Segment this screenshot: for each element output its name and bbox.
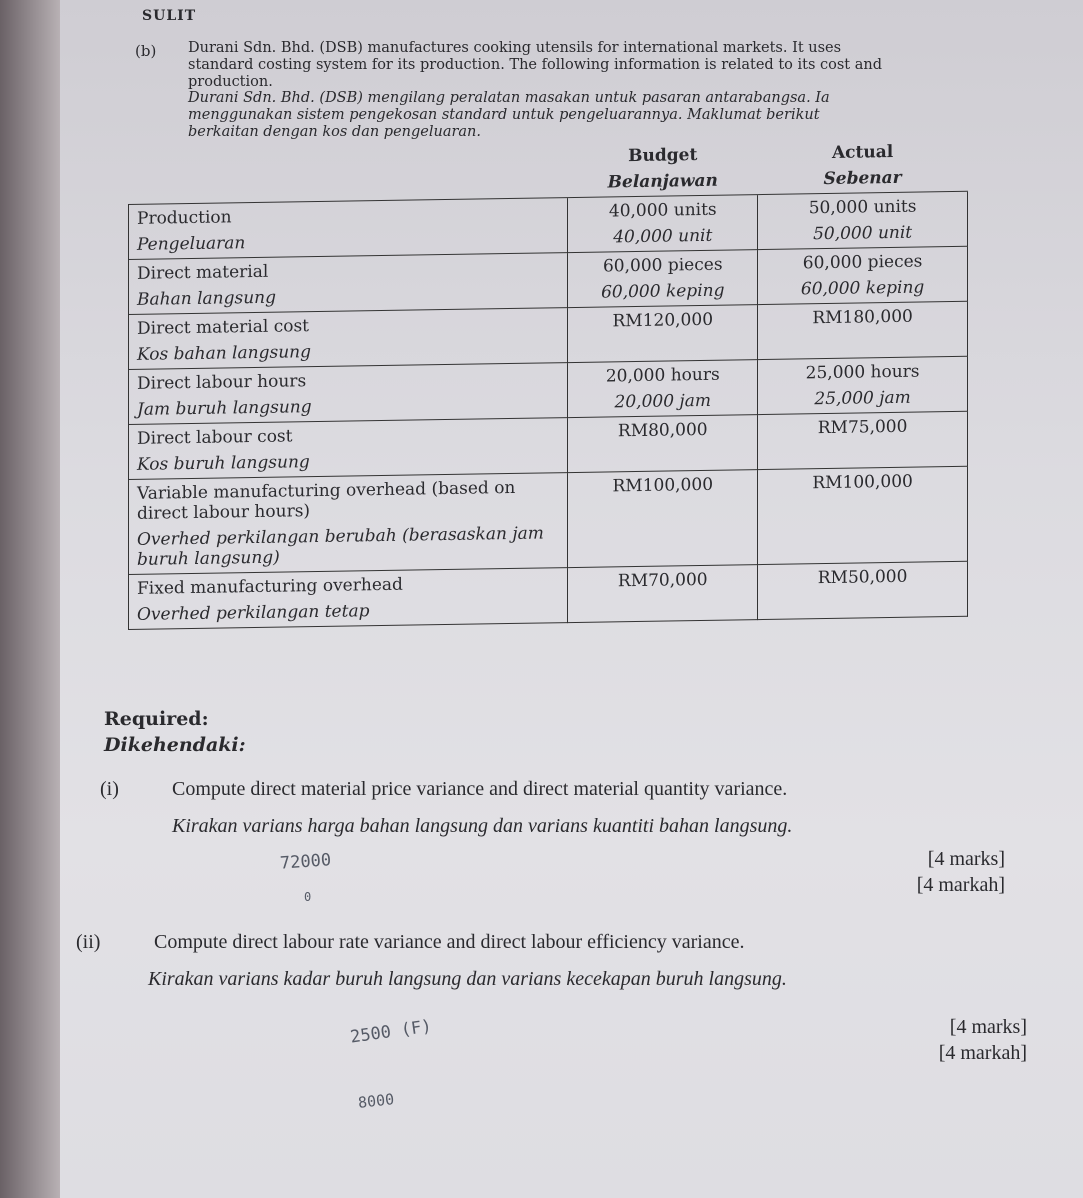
table-row: Direct labour cost Kos buruh langsung RM80,000 RM75,000 [129,411,968,479]
handwritten-note: 2500 (F) [349,1016,433,1048]
item-ii-malay: Kirakan varians kadar buruh langsung dan varians kecekapan buruh langsung. [148,968,787,990]
required-heading: Required: Dikehendaki: [104,708,246,756]
intro-english: Durani Sdn. Bhd. (DSB) manufactures cooking utensils for international markets. It uses standard costing system for its production. The following information is related to its cost and production. [188,40,882,90]
page-header: SULIT [142,8,197,24]
handwritten-note: 0 [304,890,312,904]
intro-malay: Durani Sdn. Bhd. (DSB) mengilang peralatan masakan untuk pasaran antarabangsa. Ia menggunakan sistem pengekosan standard untuk pengeluarannya. Maklumat berikut berkaitan dengan kos dan pengeluaran. [188,90,830,140]
table-row: Production Pengeluaran 40,000 units 40,000 unit 50,000 units 50,000 unit [129,191,968,259]
question-item-ii: (ii) Compute direct labour rate variance and direct labour efficiency variance. Kirakan varians kadar buruh langsung dan varians kecekapan buruh langsung. [76,931,976,991]
table-row: Direct labour hours Jam buruh langsung 20,000 hours 20,000 jam 25,000 hours 25,000 jam [129,356,968,424]
table-row: Direct material cost Kos bahan langsung RM120,000 RM180,000 [129,301,968,369]
table-row: Fixed manufacturing overhead Overhed perkilangan tetap RM70,000 RM50,000 [129,561,968,629]
question-item-i: (i) Compute direct material price variance and direct material quantity variance. Kirakan varians harga bahan langsung dan varians kuantiti bahan langsung. [100,778,960,838]
table-row: Direct material Bahan langsung 60,000 pieces 60,000 keping 60,000 pieces 60,000 keping [129,246,968,314]
header-actual: Actual Sebenar [758,137,968,195]
item-i-marks: [4 marks] [4 markah] [916,848,1005,896]
table-row: Variable manufacturing overhead (based on direct labour hours) Overhed perkilangan berubah (berasaskan jam buruh langsung) RM100,000 RM100,000 [129,466,968,574]
item-i-malay: Kirakan varians harga bahan langsung dan varians kuantiti bahan langsung. [172,815,793,837]
handwritten-note: 8000 [357,1090,395,1112]
item-ii-english: Compute direct labour rate variance and direct labour efficiency variance. [154,931,745,953]
item-ii-marks: [4 marks] [4 markah] [938,1016,1027,1064]
handwritten-note: 72000 [279,850,332,874]
item-i-english: Compute direct material price variance and direct material quantity variance. [172,778,788,800]
cost-table [128,137,968,630]
header-budget: Budget Belanjawan [568,140,758,197]
question-label: (b) [135,42,157,60]
